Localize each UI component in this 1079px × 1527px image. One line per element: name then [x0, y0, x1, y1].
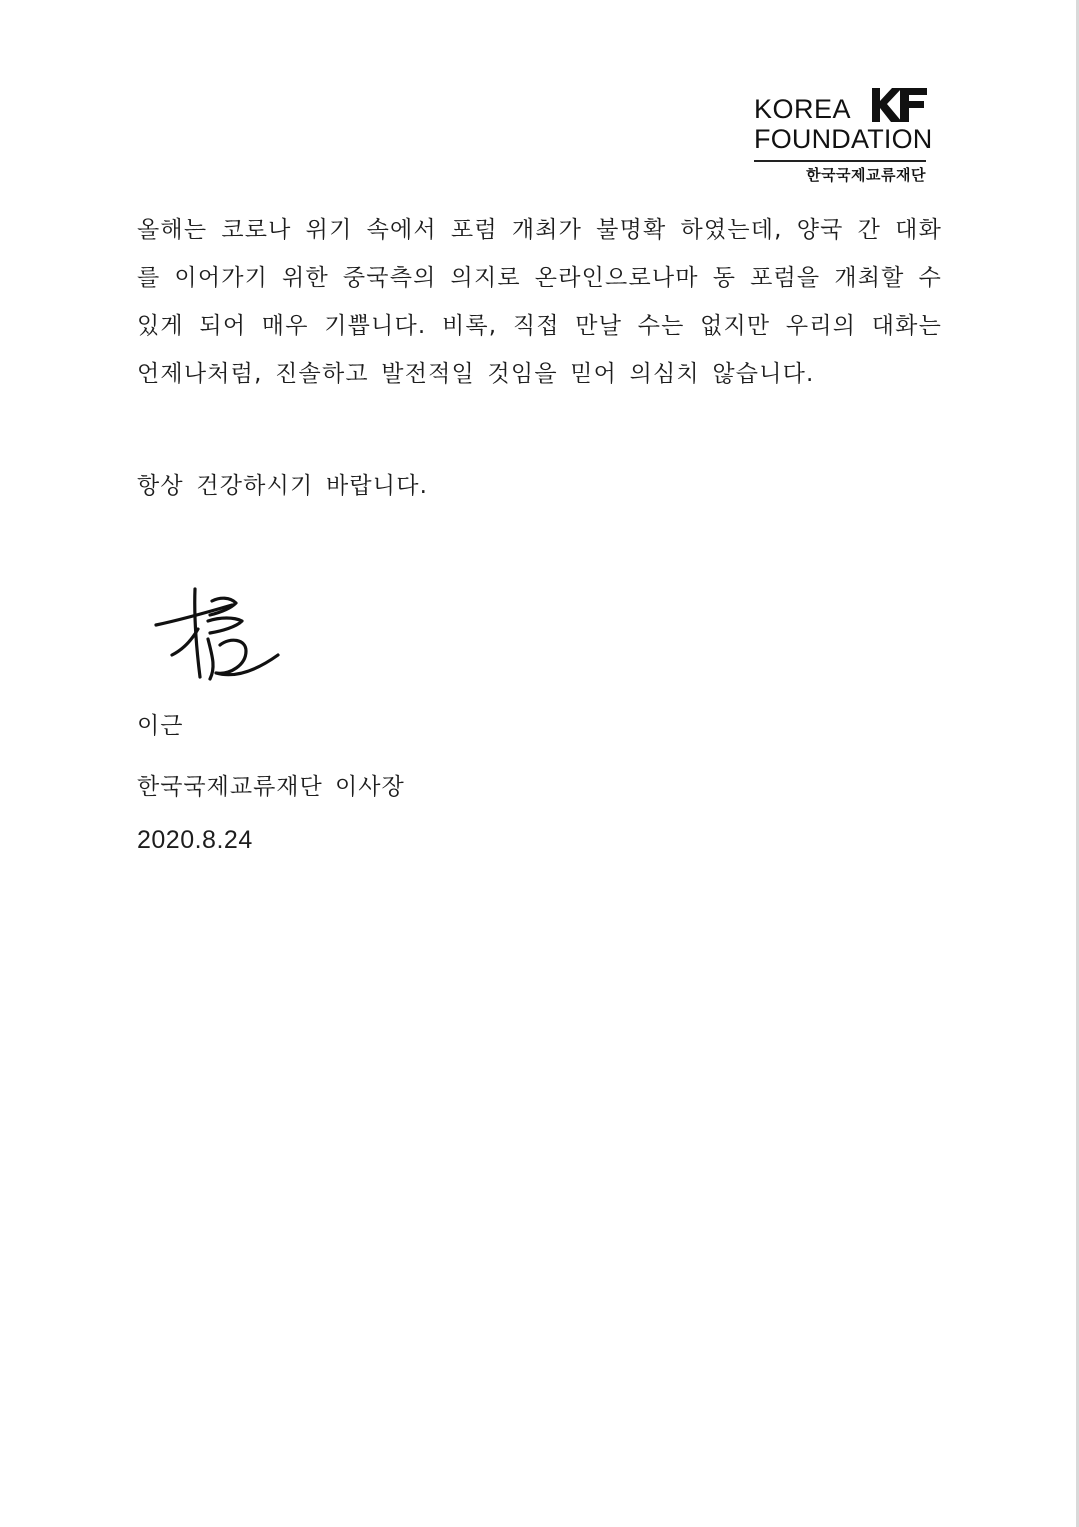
logo-korea-text: KOREA — [754, 94, 852, 124]
closing-line: 항상 건강하시기 바랍니다. — [137, 473, 429, 499]
kf-monogram-icon — [870, 86, 928, 124]
logo-foundation-text: FOUNDATION — [754, 124, 933, 154]
handwritten-signature-icon — [150, 585, 285, 685]
korea-foundation-logo — [752, 84, 932, 194]
logo-korean-name: 한국국제교류재단 — [806, 166, 926, 184]
letter-body — [137, 206, 942, 398]
body-paragraph: 올해는 코로나 위기 속에서 포럼 개최가 불명확 하였는데, 양국 간 대화를 이어가기 위한 중국측의 의지로 온라인으로나마 동 포럼을 개최할 수 있게 되어 매우 기쁩니다. 비록, 직접 만날 수는 없지만 우리의 대화는 언제나처럼, 진솔하고 발전적일 것임을 믿어 의심치 않습니다. — [137, 217, 942, 387]
signatory-name: 이근 — [137, 713, 184, 739]
logo-divider — [754, 160, 926, 162]
signatory-title: 한국국제교류재단 이사장 — [137, 774, 405, 800]
letter-date: 2020.8.24 — [137, 826, 253, 854]
